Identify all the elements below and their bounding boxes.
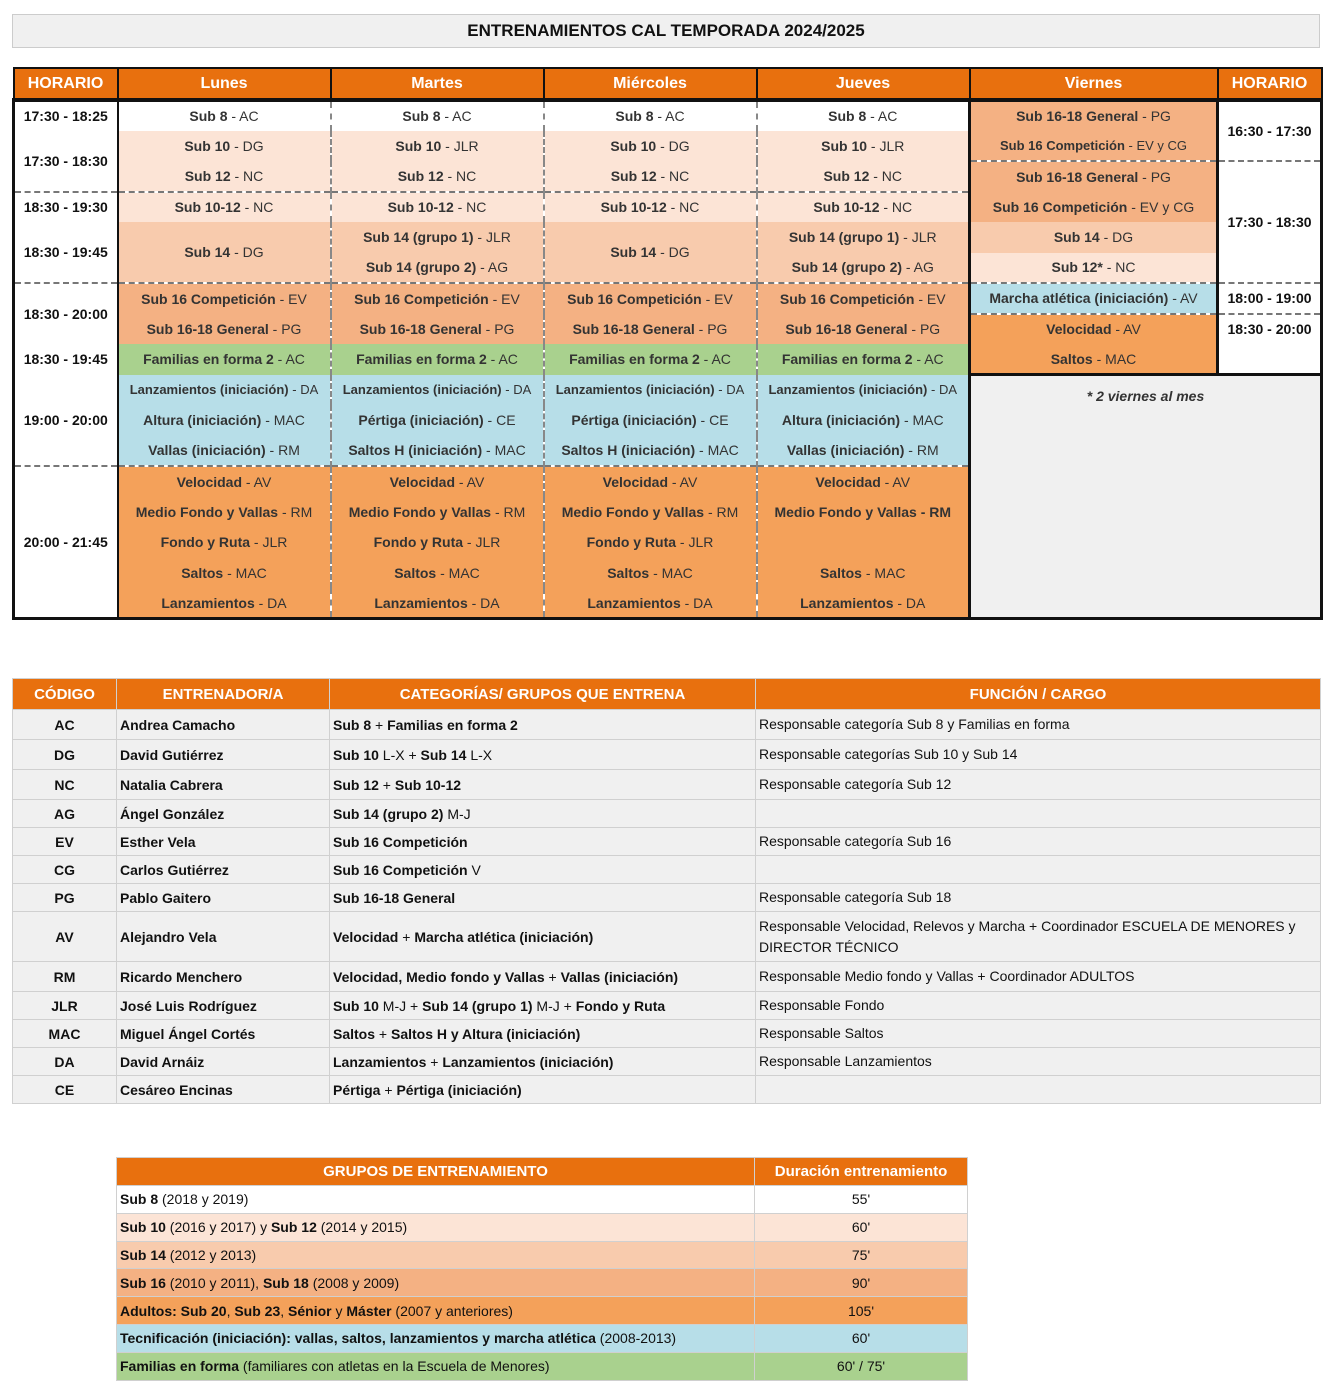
- session-cell: Lanzamientos - DA: [331, 588, 544, 619]
- coach-code: MAC: [13, 1020, 117, 1048]
- session-cell: Saltos H (iniciación) - MAC: [544, 436, 757, 467]
- coach-row: [13, 992, 1321, 1020]
- friday-slot-time: 18:30 - 20:00: [1218, 314, 1322, 375]
- coach-row: [13, 884, 1321, 912]
- groups-header-duration: Duración entrenamiento: [755, 1158, 968, 1186]
- session-cell: Sub 8 - AC: [544, 100, 757, 131]
- header-viernes: Viernes: [970, 68, 1218, 100]
- group-name: Familias en forma (familiares con atletas en la Escuela de Menores): [117, 1352, 755, 1380]
- session-cell: Medio Fondo y Vallas - RM: [331, 497, 544, 528]
- slot-time: 19:00 - 20:00: [14, 375, 118, 467]
- session-cell: Familias en forma 2 - AC: [331, 344, 544, 375]
- group-duration: 90': [755, 1269, 968, 1297]
- coach-code: CE: [13, 1076, 117, 1104]
- group-row: [117, 1269, 968, 1297]
- coaches-header-code: CÓDIGO: [13, 679, 117, 710]
- friday-slot-time: 17:30 - 18:30: [1218, 161, 1322, 283]
- session-cell: Sub 12 - NC: [757, 161, 970, 192]
- session-cell: Sub 12 - NC: [118, 161, 331, 192]
- coach-groups: Sub 14 (grupo 2) M-J: [330, 800, 756, 828]
- session-cell: Sub 8 - AC: [118, 100, 331, 131]
- coach-code: EV: [13, 828, 117, 856]
- coach-role: Responsable Fondo: [756, 992, 1321, 1020]
- group-row: [117, 1297, 968, 1325]
- session-cell: Saltos - MAC: [757, 558, 970, 589]
- coach-groups: Lanzamientos + Lanzamientos (iniciación): [330, 1048, 756, 1076]
- session-cell: Vallas (iniciación) - RM: [757, 436, 970, 467]
- coach-name: David Gutiérrez: [117, 740, 330, 770]
- session-cell: Sub 16-18 General - PG: [118, 314, 331, 345]
- coach-name: José Luis Rodríguez: [117, 992, 330, 1020]
- session-cell: Sub 14 - DG: [970, 222, 1218, 253]
- session-cell: Velocidad - AV: [970, 314, 1218, 345]
- schedule-table: [12, 67, 1323, 620]
- coach-row: [13, 800, 1321, 828]
- session-cell: Sub 16 Competición - EV: [544, 283, 757, 314]
- coach-groups: Sub 16 Competición V: [330, 856, 756, 884]
- session-cell: Vallas (iniciación) - RM: [118, 436, 331, 467]
- coach-name: Ángel González: [117, 800, 330, 828]
- coach-role: Responsable categoría Sub 12: [756, 770, 1321, 800]
- coach-role: Responsable categoría Sub 16: [756, 828, 1321, 856]
- group-name: Adultos: Sub 20, Sub 23, Sénior y Máster (2007 y anteriores): [117, 1297, 755, 1325]
- session-cell: Sub 10-12 - NC: [757, 192, 970, 223]
- session-cell: Pértiga (iniciación) - CE: [331, 405, 544, 436]
- group-duration: 55': [755, 1186, 968, 1214]
- coach-name: Alejandro Vela: [117, 912, 330, 962]
- slot-time: 17:30 - 18:30: [14, 131, 118, 192]
- group-duration: 60': [755, 1213, 968, 1241]
- coach-role: Responsable categoría Sub 8 y Familias en forma: [756, 710, 1321, 740]
- session-cell: Saltos - MAC: [331, 558, 544, 589]
- coach-code: AG: [13, 800, 117, 828]
- slot-time: 17:30 - 18:25: [14, 100, 118, 131]
- group-duration: 60': [755, 1324, 968, 1352]
- coach-name: Natalia Cabrera: [117, 770, 330, 800]
- session-cell: Lanzamientos (iniciación) - DA: [331, 375, 544, 406]
- group-duration: 105': [755, 1297, 968, 1325]
- session-cell: Sub 10-12 - NC: [118, 192, 331, 223]
- session-cell: Sub 16-18 General - PG: [970, 100, 1218, 131]
- session-cell: Sub 16 Competición - EV: [757, 283, 970, 314]
- coach-row: [13, 856, 1321, 884]
- session-cell: Velocidad - AV: [118, 466, 331, 497]
- coach-code: CG: [13, 856, 117, 884]
- coach-role: Responsable Lanzamientos: [756, 1048, 1321, 1076]
- coach-name: Ricardo Menchero: [117, 962, 330, 992]
- session-cell: Lanzamientos (iniciación) - DA: [757, 375, 970, 406]
- coach-row: [13, 828, 1321, 856]
- coach-groups: Velocidad + Marcha atlética (iniciación): [330, 912, 756, 962]
- coaches-header-groups: CATEGORÍAS/ GRUPOS QUE ENTRENA: [330, 679, 756, 710]
- session-cell: Marcha atlética (iniciación) - AV: [970, 283, 1218, 314]
- coach-groups: Sub 10 L-X + Sub 14 L-X: [330, 740, 756, 770]
- slot-time: 18:30 - 20:00: [14, 283, 118, 344]
- slot-time: 18:30 - 19:30: [14, 192, 118, 223]
- coach-groups: Sub 10 M-J + Sub 14 (grupo 1) M-J + Fondo y Ruta: [330, 992, 756, 1020]
- coach-groups: Velocidad, Medio fondo y Vallas + Vallas (iniciación): [330, 962, 756, 992]
- coach-role: Responsable Velocidad, Relevos y Marcha + Coordinador ESCUELA DE MENORES y DIRECTOR TÉCNICO: [756, 912, 1321, 962]
- coach-groups: Saltos + Saltos H y Altura (iniciación): [330, 1020, 756, 1048]
- coach-name: Andrea Camacho: [117, 710, 330, 740]
- session-cell: Sub 10 - JLR: [331, 131, 544, 162]
- coach-code: DG: [13, 740, 117, 770]
- coach-code: JLR: [13, 992, 117, 1020]
- header-miercoles: Miércoles: [544, 68, 757, 100]
- coach-row: [13, 710, 1321, 740]
- page-title: ENTRENAMIENTOS CAL TEMPORADA 2024/2025: [12, 14, 1320, 48]
- session-cell: Fondo y Ruta - JLR: [118, 527, 331, 558]
- coach-role: Responsable Saltos: [756, 1020, 1321, 1048]
- slot-time: 18:30 - 19:45: [14, 344, 118, 375]
- coach-role: [756, 1076, 1321, 1104]
- group-name: Sub 8 (2018 y 2019): [117, 1186, 755, 1214]
- session-cell: Lanzamientos (iniciación) - DA: [544, 375, 757, 406]
- session-cell: Sub 10 - DG: [118, 131, 331, 162]
- header-jueves: Jueves: [757, 68, 970, 100]
- coach-groups: Sub 16 Competición: [330, 828, 756, 856]
- coach-role: [756, 800, 1321, 828]
- header-horario-viernes: HORARIO: [1218, 68, 1322, 100]
- session-cell: Sub 14 (grupo 1) - JLR: [331, 222, 544, 253]
- group-duration: 60' / 75': [755, 1352, 968, 1380]
- header-horario: HORARIO: [14, 68, 118, 100]
- session-cell: Saltos - MAC: [118, 558, 331, 589]
- group-name: Sub 16 (2010 y 2011), Sub 18 (2008 y 2009): [117, 1269, 755, 1297]
- coach-code: NC: [13, 770, 117, 800]
- coach-code: AV: [13, 912, 117, 962]
- session-cell: Sub 10-12 - NC: [544, 192, 757, 223]
- session-cell: Altura (iniciación) - MAC: [118, 405, 331, 436]
- session-cell: Sub 12 - NC: [544, 161, 757, 192]
- session-cell: Pértiga (iniciación) - CE: [544, 405, 757, 436]
- session-cell: Sub 16 Competición - EV y CG: [970, 192, 1218, 223]
- session-cell: Familias en forma 2 - AC: [118, 344, 331, 375]
- coaches-header-role: FUNCIÓN / CARGO: [756, 679, 1321, 710]
- session-cell: Velocidad - AV: [331, 466, 544, 497]
- coach-row: [13, 770, 1321, 800]
- session-cell: Velocidad - AV: [544, 466, 757, 497]
- friday-slot-time: 16:30 - 17:30: [1218, 100, 1322, 161]
- coach-code: DA: [13, 1048, 117, 1076]
- session-cell: Familias en forma 2 - AC: [544, 344, 757, 375]
- coach-groups: Sub 8 + Familias en forma 2: [330, 710, 756, 740]
- coach-row: [13, 962, 1321, 992]
- coach-role: [756, 856, 1321, 884]
- coach-name: Esther Vela: [117, 828, 330, 856]
- session-cell: Lanzamientos - DA: [544, 588, 757, 619]
- coach-code: PG: [13, 884, 117, 912]
- session-cell: Sub 14 (grupo 2) - AG: [331, 253, 544, 284]
- session-cell: Sub 16-18 General - PG: [331, 314, 544, 345]
- session-cell: Familias en forma 2 - AC: [757, 344, 970, 375]
- coach-name: Carlos Gutiérrez: [117, 856, 330, 884]
- coach-row: [13, 1048, 1321, 1076]
- group-row: [117, 1213, 968, 1241]
- session-cell: Saltos H (iniciación) - MAC: [331, 436, 544, 467]
- coach-groups: Sub 16-18 General: [330, 884, 756, 912]
- session-cell: Sub 16 Competición - EV y CG: [970, 131, 1218, 162]
- session-cell: Sub 10 - JLR: [757, 131, 970, 162]
- session-cell: Sub 16-18 General - PG: [757, 314, 970, 345]
- session-cell: Saltos - MAC: [544, 558, 757, 589]
- header-martes: Martes: [331, 68, 544, 100]
- session-cell: Sub 8 - AC: [331, 100, 544, 131]
- slot-time: 18:30 - 19:45: [14, 222, 118, 283]
- coach-name: David Arnáiz: [117, 1048, 330, 1076]
- friday-note: * 2 viernes al mes: [970, 375, 1322, 619]
- session-cell: Sub 12* - NC: [970, 253, 1218, 284]
- session-cell: Lanzamientos - DA: [757, 588, 970, 619]
- session-cell: Sub 16-18 General - PG: [544, 314, 757, 345]
- coaches-table: [12, 678, 1321, 1104]
- coach-row: [13, 912, 1321, 962]
- coach-row: [13, 740, 1321, 770]
- coach-role: Responsable categorías Sub 10 y Sub 14: [756, 740, 1321, 770]
- group-row: [117, 1186, 968, 1214]
- header-lunes: Lunes: [118, 68, 331, 100]
- coach-groups: Pértiga + Pértiga (iniciación): [330, 1076, 756, 1104]
- session-cell: Medio Fondo y Vallas - RM: [544, 497, 757, 528]
- friday-slot-time: 18:00 - 19:00: [1218, 283, 1322, 314]
- slot-time: 20:00 - 21:45: [14, 466, 118, 619]
- session-cell: Fondo y Ruta - JLR: [331, 527, 544, 558]
- session-cell-empty: [757, 527, 970, 558]
- coach-name: Miguel Ángel Cortés: [117, 1020, 330, 1048]
- session-cell: Sub 16-18 General - PG: [970, 161, 1218, 192]
- session-cell: Sub 14 - DG: [544, 222, 757, 283]
- session-cell: Medio Fondo y Vallas - RM: [757, 497, 970, 528]
- session-cell: Fondo y Ruta - JLR: [544, 527, 757, 558]
- session-cell: Medio Fondo y Vallas - RM: [118, 497, 331, 528]
- coach-code: RM: [13, 962, 117, 992]
- session-cell: Velocidad - AV: [757, 466, 970, 497]
- group-name: Tecnificación (iniciación): vallas, saltos, lanzamientos y marcha atlética (2008-2013): [117, 1324, 755, 1352]
- coach-code: AC: [13, 710, 117, 740]
- session-cell: Sub 14 (grupo 1) - JLR: [757, 222, 970, 253]
- group-duration: 75': [755, 1241, 968, 1269]
- coach-row: [13, 1076, 1321, 1104]
- session-cell: Altura (iniciación) - MAC: [757, 405, 970, 436]
- coach-role: Responsable Medio fondo y Vallas + Coordinador ADULTOS: [756, 962, 1321, 992]
- coach-role: Responsable categoría Sub 18: [756, 884, 1321, 912]
- group-name: Sub 10 (2016 y 2017) y Sub 12 (2014 y 2015): [117, 1213, 755, 1241]
- groups-table: [116, 1157, 968, 1381]
- group-name: Sub 14 (2012 y 2013): [117, 1241, 755, 1269]
- coach-name: Cesáreo Encinas: [117, 1076, 330, 1104]
- session-cell: Sub 16 Competición - EV: [118, 283, 331, 314]
- session-cell: Lanzamientos (iniciación) - DA: [118, 375, 331, 406]
- group-row: [117, 1352, 968, 1380]
- coaches-header-name: ENTRENADOR/A: [117, 679, 330, 710]
- session-cell: Sub 14 (grupo 2) - AG: [757, 253, 970, 284]
- session-cell: Sub 14 - DG: [118, 222, 331, 283]
- groups-header-name: GRUPOS DE ENTRENAMIENTO: [117, 1158, 755, 1186]
- coach-groups: Sub 12 + Sub 10-12: [330, 770, 756, 800]
- session-cell: Sub 16 Competición - EV: [331, 283, 544, 314]
- session-cell: Sub 12 - NC: [331, 161, 544, 192]
- session-cell: Sub 10 - DG: [544, 131, 757, 162]
- group-row: [117, 1241, 968, 1269]
- coach-name: Pablo Gaitero: [117, 884, 330, 912]
- session-cell: Sub 10-12 - NC: [331, 192, 544, 223]
- session-cell: Sub 8 - AC: [757, 100, 970, 131]
- group-row: [117, 1324, 968, 1352]
- coach-row: [13, 1020, 1321, 1048]
- session-cell: Lanzamientos - DA: [118, 588, 331, 619]
- session-cell: Saltos - MAC: [970, 344, 1218, 375]
